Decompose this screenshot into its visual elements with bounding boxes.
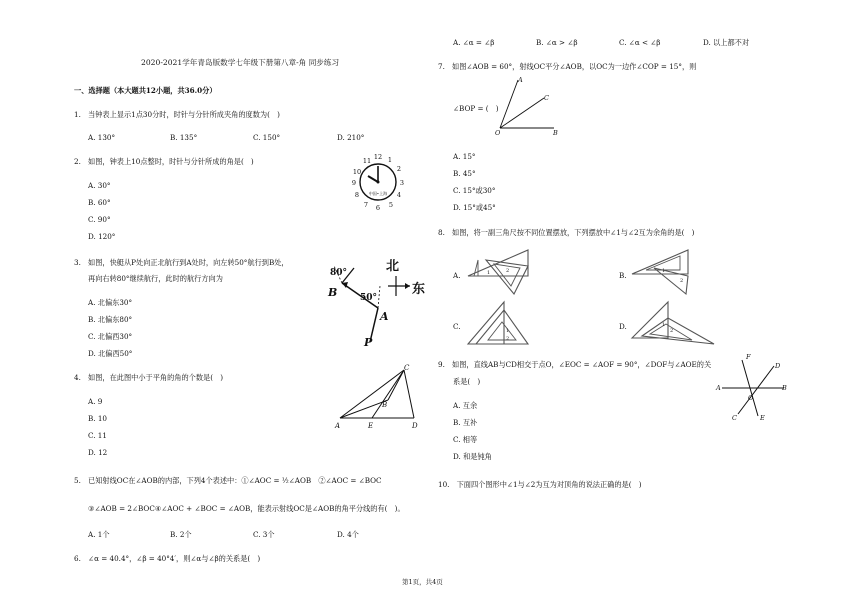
lines-point-f: F: [746, 353, 751, 361]
point-b-label: B: [328, 286, 338, 299]
q5-option-b: B. 2个: [170, 530, 192, 539]
q9-option-c: C. 相等: [453, 435, 478, 444]
q2-option-a: A. 30°: [88, 181, 111, 190]
set-square-figure-d: [628, 298, 718, 350]
svg-text:3: 3: [399, 179, 405, 187]
q6-option-a: A. ∠α = ∠β: [453, 38, 495, 47]
q3-stem-line2: 再向右转80°继续航行，此时的航行方向为: [88, 274, 223, 283]
svg-text:2: 2: [396, 165, 402, 173]
lines-point-e: E: [760, 414, 765, 422]
q6-option-b: B. ∠α > ∠β: [536, 38, 578, 47]
q3-option-c: C. 北偏西30°: [88, 332, 133, 341]
svg-text:2: 2: [670, 328, 674, 334]
q6-option-c: C. ∠α < ∠β: [619, 38, 661, 47]
q7-stem-line2: ∠BOP = ( ): [453, 104, 499, 113]
aob-point-a: A: [518, 76, 523, 84]
q5-option-c: C. 3个: [253, 530, 275, 539]
svg-text:1: 1: [487, 270, 491, 276]
q8-option-c: C.: [453, 322, 461, 331]
q2-option-c: C. 90°: [88, 215, 111, 224]
q10-stem: 10. 下面四个图形中∠1与∠2为互为对顶角的说法正确的是( ): [438, 480, 642, 489]
q1-option-d: D. 210°: [337, 133, 365, 142]
svg-text:2: 2: [506, 336, 510, 342]
q3-option-d: D. 北偏西50°: [88, 349, 133, 358]
q7-stem-line1: 7. 如图∠AOB = 60°，射线OC平分∠AOB，以OC为一边作∠COP = 15°，则: [438, 62, 697, 71]
q3-option-b: B. 北偏东80°: [88, 315, 133, 324]
q1-stem: 1. 当钟表上显示1点30分时，时针与分针所成夹角的度数为( ): [74, 110, 280, 119]
q9-option-d: D. 和是钝角: [453, 452, 492, 461]
svg-text:6: 6: [375, 204, 381, 212]
north-label: 北: [386, 259, 400, 274]
svg-text:11: 11: [362, 157, 372, 165]
q5-stem-line2: ③∠AOB = 2∠BOC④∠AOC + ∠BOC = ∠AOB，能表示射线OC是∠AOB的角平分线的有( )。: [88, 504, 405, 513]
q2-stem: 2. 如图，钟表上10点整时，时针与分针所成的角是( ): [74, 157, 254, 166]
svg-text:4: 4: [396, 191, 402, 199]
set-square-figure-c: [464, 298, 554, 350]
svg-text:1: 1: [662, 322, 666, 328]
q6-stem: 6. ∠α = 40.4°，∠β = 40°4′，则∠α与∠β的关系是( ): [74, 554, 261, 563]
tri-point-e: E: [368, 422, 374, 430]
q8-option-a: A.: [453, 271, 461, 280]
lines-point-d: D: [775, 362, 781, 370]
q4-option-c: C. 11: [88, 431, 107, 440]
q3-stem-line1: 3. 如图，快艇从P处向正北航行到A处时，向左转50°航行到B处，: [74, 258, 289, 267]
q2-option-b: B. 60°: [88, 198, 111, 207]
lines-point-c: C: [732, 414, 737, 422]
svg-text:1: 1: [662, 268, 666, 274]
q7-option-c: C. 15°或30°: [453, 186, 496, 195]
q1-option-a: A. 130°: [88, 133, 116, 142]
svg-text:8: 8: [354, 191, 360, 199]
q8-option-d: D.: [619, 322, 627, 331]
svg-text:7: 7: [363, 201, 369, 209]
tri-point-a: A: [335, 422, 341, 430]
angle-80-label: 80°: [330, 268, 348, 278]
svg-text:1: 1: [387, 156, 393, 164]
east-label: 东: [412, 282, 426, 297]
q9-option-a: A. 互余: [453, 401, 478, 410]
page-footer: 第1页，共4页: [402, 578, 443, 586]
angle-aob-figure: [492, 74, 564, 136]
q5-option-a: A. 1个: [88, 530, 110, 539]
q8-option-b: B.: [619, 271, 627, 280]
clock-figure: [348, 150, 428, 220]
set-square-figure-b: [628, 246, 718, 298]
q9-option-b: B. 互补: [453, 418, 478, 427]
tri-point-c: C: [404, 364, 410, 372]
q5-stem-line1: 5. 已知射线OC在∠AOB的内部，下列4个表述中：①∠AOC = ½∠AOB ②∠AOC = ∠BOC: [74, 476, 382, 485]
q8-stem: 8. 如图，将一副三角尺按不同位置摆放，下列摆放中∠1与∠2互为余角的是( ): [438, 228, 695, 237]
q9-stem-line2: 系是( ): [453, 377, 481, 386]
q4-stem: 4. 如图，在此图中小于平角的角的个数是( ): [74, 373, 224, 382]
q7-option-b: B. 45°: [453, 169, 476, 178]
set-square-figure-a: [464, 246, 554, 298]
tri-point-d: D: [412, 422, 418, 430]
angle-50-label: 50°: [360, 293, 378, 303]
q7-option-d: D. 15°或45°: [453, 203, 496, 212]
q2-option-d: D. 120°: [88, 232, 116, 241]
svg-text:2: 2: [506, 268, 510, 274]
svg-text:12: 12: [373, 153, 383, 161]
lines-point-a: A: [716, 384, 721, 392]
document-title: 2020-2021学年青岛版数学七年级下册第八章-角 同步练习: [141, 58, 340, 67]
svg-text:1: 1: [506, 328, 510, 334]
q1-option-c: C. 150°: [253, 133, 281, 142]
tri-point-b: B: [382, 401, 388, 409]
q3-option-a: A. 北偏东30°: [88, 298, 133, 307]
svg-text:9: 9: [351, 179, 357, 187]
q9-stem-line1: 9. 如图，直线AB与CD相交于点O，∠EOC = ∠AOF = 90°，∠DOF与∠AOE的关: [438, 360, 712, 369]
point-a-label: A: [380, 310, 389, 323]
svg-text:2: 2: [680, 278, 684, 284]
aob-point-c: C: [544, 94, 549, 102]
svg-text:5: 5: [388, 201, 394, 209]
q4-option-b: B. 10: [88, 414, 107, 423]
q7-option-a: A. 15°: [453, 152, 476, 161]
boat-course-figure: [318, 250, 433, 350]
q6-option-d: D. 以上都不对: [703, 38, 750, 47]
intersecting-lines-figure: [712, 352, 792, 424]
clock-brand-label: 中国•上海: [368, 191, 388, 196]
section-heading: 一、选择题（本大题共12小题，共36.0分）: [74, 86, 217, 95]
q1-option-b: B. 135°: [170, 133, 198, 142]
q4-option-a: A. 9: [88, 397, 103, 406]
svg-text:10: 10: [352, 168, 362, 176]
lines-point-o: O: [748, 394, 754, 402]
aob-point-o: O: [495, 129, 501, 136]
aob-point-b: B: [553, 129, 558, 136]
lines-point-b: B: [782, 384, 787, 392]
q4-option-d: D. 12: [88, 448, 108, 457]
q5-option-d: D. 4个: [337, 530, 359, 539]
triangle-figure: [332, 362, 427, 434]
point-p-label: P: [364, 336, 373, 349]
